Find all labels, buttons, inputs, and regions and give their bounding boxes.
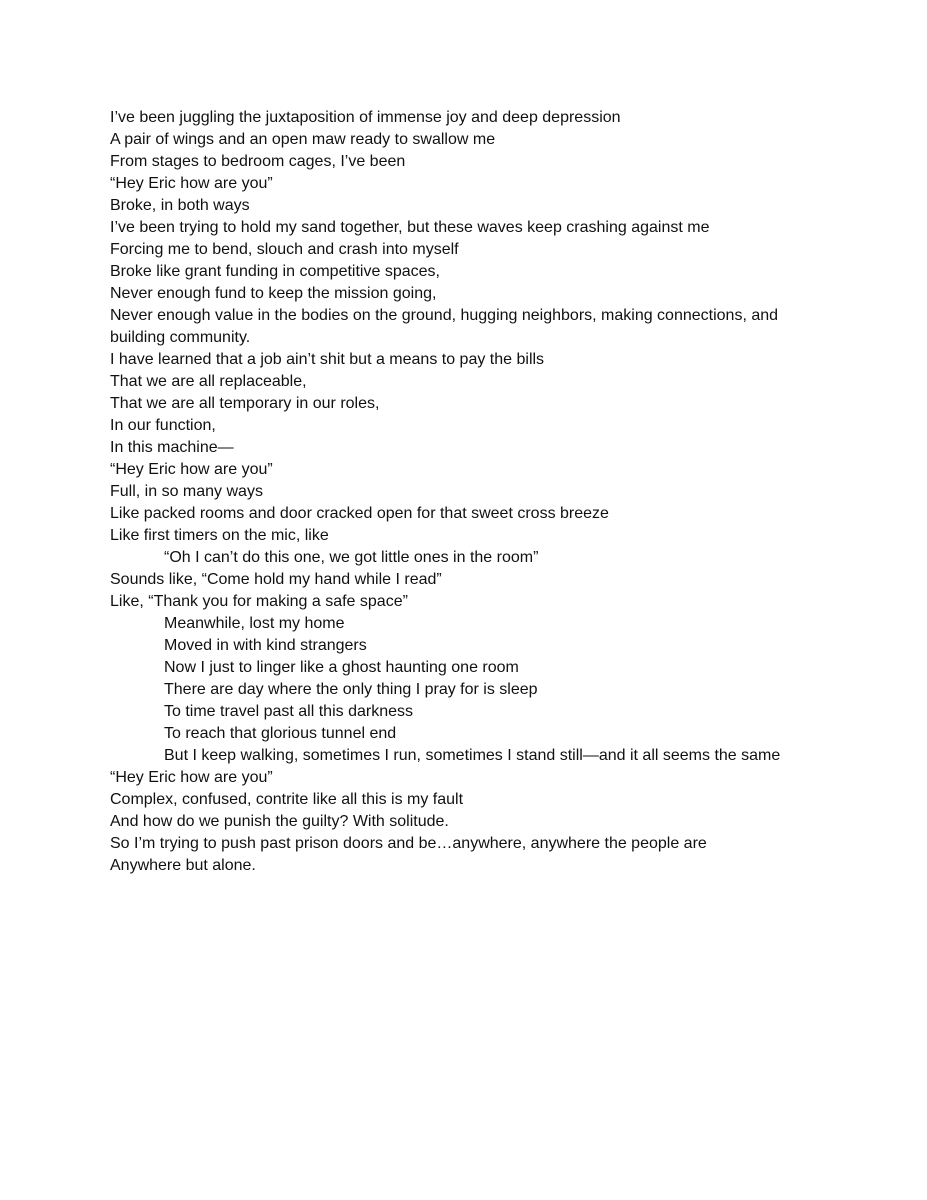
poem-line: In our function, (110, 417, 216, 434)
poem-line: To time travel past all this darkness (164, 703, 413, 720)
poem-body (110, 107, 822, 877)
poem-line: Anywhere but alone. (110, 857, 256, 874)
poem-line: A pair of wings and an open maw ready to swallow me (110, 131, 496, 148)
poem-line: I’ve been juggling the juxtaposition of immense joy and deep depression (110, 109, 621, 126)
poem-line: “Hey Eric how are you” (110, 769, 273, 786)
poem-line: I have learned that a job ain’t shit but a means to pay the bills (110, 351, 545, 368)
poem-line: In this machine— (110, 439, 234, 456)
poem-line: Broke, in both ways (110, 197, 250, 214)
poem-line: Like first timers on the mic, like (110, 527, 329, 544)
poem-line: Meanwhile, lost my home (164, 615, 345, 632)
poem-line: That we are all replaceable, (110, 373, 307, 390)
poem-line: Sounds like, “Come hold my hand while I read” (110, 571, 442, 588)
poem-line: Never enough value in the bodies on the ground, hugging neighbors, making connections, and building community. (110, 307, 779, 346)
poem-line: Never enough fund to keep the mission going, (110, 285, 437, 302)
poem-line: That we are all temporary in our roles, (110, 395, 380, 412)
poem-line: And how do we punish the guilty? With solitude. (110, 813, 449, 830)
poem-line: “Oh I can’t do this one, we got little ones in the room” (164, 549, 539, 566)
poem-line: Complex, confused, contrite like all this is my fault (110, 791, 464, 808)
poem-line: Like packed rooms and door cracked open for that sweet cross breeze (110, 505, 609, 522)
poem-line: Like, “Thank you for making a safe space” (110, 593, 408, 610)
poem-line: Forcing me to bend, slouch and crash into myself (110, 241, 459, 258)
poem-line: I’ve been trying to hold my sand together, but these waves keep crashing against me (110, 219, 710, 236)
poem-line: “Hey Eric how are you” (110, 175, 273, 192)
poem-line: Now I just to linger like a ghost haunting one room (164, 659, 519, 676)
poem-line: So I’m trying to push past prison doors and be…anywhere, anywhere the people are (110, 835, 707, 852)
poem-line: Broke like grant funding in competitive spaces, (110, 263, 440, 280)
poem-line: Moved in with kind strangers (164, 637, 367, 654)
poem-line: “Hey Eric how are you” (110, 461, 273, 478)
poem-line: But I keep walking, sometimes I run, sometimes I stand still—and it all seems the same (164, 747, 781, 764)
poem-line: There are day where the only thing I pray for is sleep (164, 681, 538, 698)
poem-line: Full, in so many ways (110, 483, 263, 500)
poem-line: From stages to bedroom cages, I’ve been (110, 153, 406, 170)
poem-line: To reach that glorious tunnel end (164, 725, 397, 742)
